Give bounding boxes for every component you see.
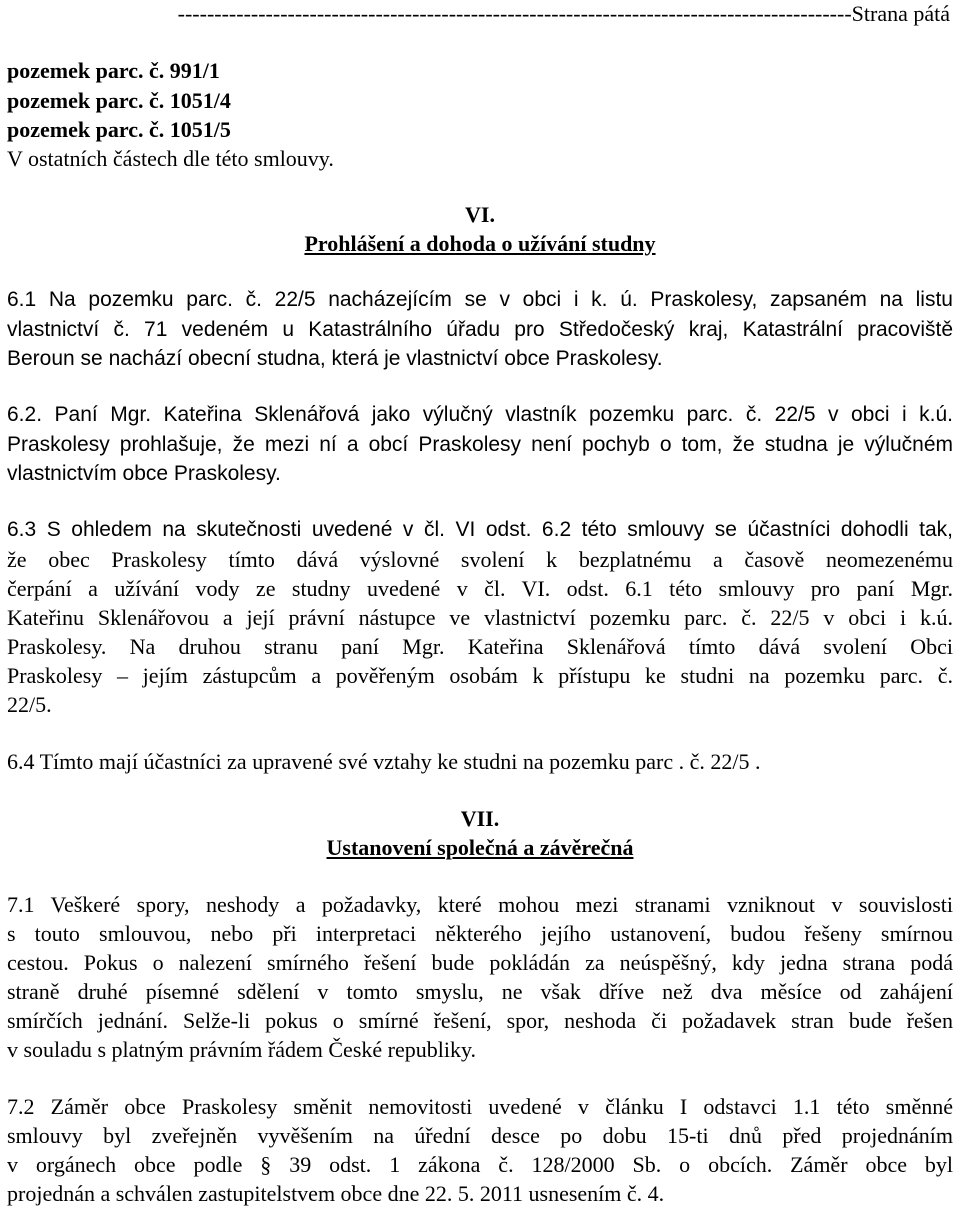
paragraph-7-2-line: projednán a schválen zastupitelstvem obce dne 22. 5. 2011 usnesením č. 4. bbox=[7, 1181, 665, 1206]
paragraph-6-3-line: Praskolesy. Na druhou stranu paní Mgr. Kateřina Sklenářová tímto dává svolení Obci bbox=[7, 634, 953, 659]
paragraph-6-2-line: vlastnictvím obce Praskolesy. bbox=[7, 462, 281, 485]
paragraph-6-3-line: 22/5. bbox=[7, 692, 52, 717]
paragraph-6-3-line: Kateřinu Sklenářovou a její právní nástupce ve vlastnictví pozemku parc. č. 22/5 v obci i k.ú. bbox=[7, 605, 953, 630]
paragraph-7-1-line: 7.1 Veškeré spory, neshody a požadavky, které mohou mezi stranami vzniknout v souvislosti bbox=[7, 892, 953, 917]
parcel-line: pozemek parc. č. 991/1 bbox=[7, 58, 220, 83]
paragraph-6-2-line: Praskolesy prohlašuje, že mezi ní a obcí Praskolesy není pochyb o tom, že studna je výlučném bbox=[7, 433, 953, 456]
paragraph-7-1-line: cestou. Pokus o nalezení smírného řešení bude pokládán za neúspěšný, kdy jedna strana podá bbox=[7, 950, 953, 975]
parcel-line: pozemek parc. č. 1051/4 bbox=[7, 88, 231, 113]
paragraph-6-3-line: čerpání a užívání vody ze studny uvedené v čl. VI. odst. 6.1 této smlouvy pro paní Mgr. bbox=[7, 576, 953, 601]
paragraph-7-1-line: v souladu s platným právním řádem České republiky. bbox=[7, 1037, 477, 1062]
paragraph-7-1-line: s touto smlouvou, nebo při interpretaci některého jejího ustanovení, budou řešeny smírnou bbox=[7, 921, 953, 946]
paragraph-6-4: 6.4 Tímto mají účastníci za upravené své vztahy ke studni na pozemku parc . č. 22/5 . bbox=[7, 749, 761, 774]
section-7-number: VII. bbox=[460, 806, 500, 831]
paragraph-7-1-line: smírčích jednání. Selže-li pokus o smírné řešení, spor, neshoda či požadavek stran bude řešen bbox=[7, 1008, 953, 1033]
paragraph-6-3-line: 6.3 S ohledem na skutečnosti uvedené v čl. VI odst. 6.2 této smlouvy se účastníci dohodli tak, bbox=[7, 518, 953, 541]
section-6-title: Prohlášení a dohoda o užívání studny bbox=[304, 231, 656, 256]
paragraph-7-2-line: v orgánech obce podle § 39 odst. 1 zákona č. 128/2000 Sb. o obcích. Záměr obce byl bbox=[7, 1152, 953, 1177]
section-7-title: Ustanovení společná a závěrečná bbox=[326, 835, 634, 860]
paragraph-6-2-line: 6.2. Paní Mgr. Kateřina Sklenářová jako výlučný vlastník pozemku parc. č. 22/5 v obci i k.ú. bbox=[7, 403, 953, 426]
parcel-line: pozemek parc. č. 1051/5 bbox=[7, 117, 231, 142]
paragraph-6-1-line: 6.1 Na pozemku parc. č. 22/5 nacházejícím se v obci i k. ú. Praskolesy, zapsaném na listu bbox=[7, 288, 953, 311]
paragraph-6-1-line: Beroun se nachází obecní studna, která je vlastnictví obce Praskolesy. bbox=[7, 347, 663, 370]
paragraph-7-2-line: 7.2 Záměr obce Praskolesy směnit nemovitosti uvedené v článku I odstavci 1.1 této směnné bbox=[7, 1094, 953, 1119]
paragraph-6-3-line: Praskolesy – jejím zástupcům a pověřeným osobám k přístupu ke studni na pozemku parc. č. bbox=[7, 663, 953, 688]
paragraph-6-1-line: vlastnictví č. 71 vedeném u Katastrálního úřadu pro Středočeský kraj, Katastrální pracoviště bbox=[7, 318, 953, 341]
paragraph-7-1-line: straně druhé písemné sdělení v tomto smyslu, ne však dříve než dva měsíce od zahájení bbox=[7, 979, 953, 1004]
page-header: --------------------------------------------------------------------------------------------Strana pátá bbox=[177, 1, 950, 26]
section-6-number: VI. bbox=[465, 202, 495, 227]
paragraph-7-2-line: smlouvy byl zveřejněn vyvěšením na úřední desce po dobu 15-ti dnů před projednáním bbox=[7, 1123, 953, 1148]
remaining-parts-line: V ostatních částech dle této smlouvy. bbox=[7, 146, 334, 171]
paragraph-6-3-line: že obec Praskolesy tímto dává výslovné svolení k bezplatnému a časově neomezenému bbox=[7, 547, 953, 572]
